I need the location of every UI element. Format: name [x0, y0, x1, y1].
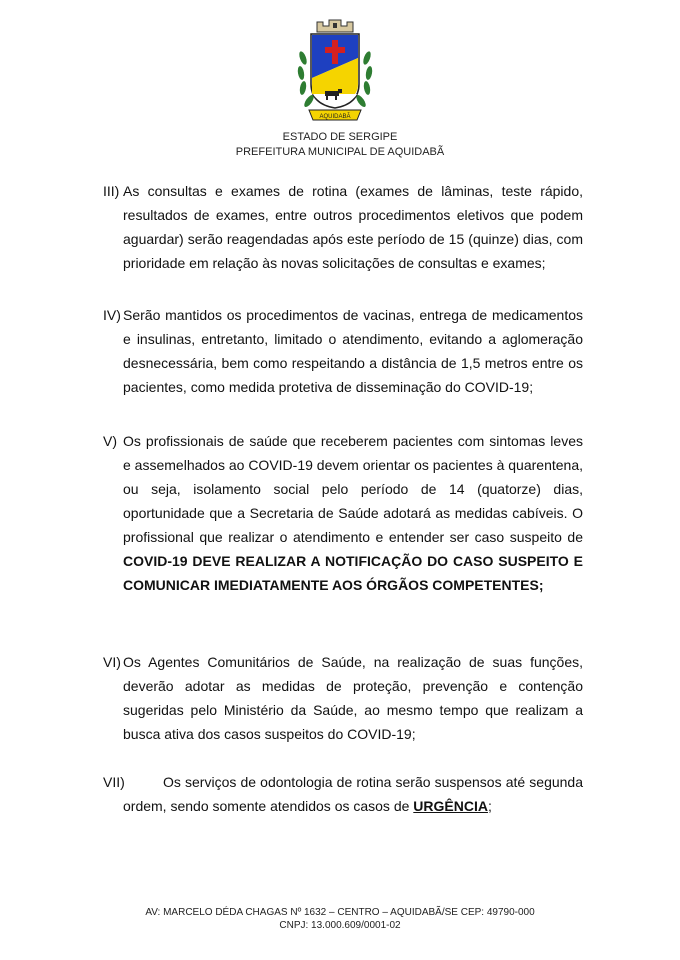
item-text: As consultas e exames de rotina (exames de lâminas, teste rápido, resultados de exames, entre outros procedimentos eletivos que podem aguardar) serão reagendadas após este período de 15 (quinze) dias, com prioridade em relação às novas solicitações de consultas e exames;: [123, 183, 583, 271]
item-text: Os Agentes Comunitários de Saúde, na realização de suas funções, deverão adotar as medidas de proteção, prevenção e contenção sugeridas pelo Ministério da Saúde, ao mesmo tempo que realizam a busca ativa dos casos suspeitos do COVID-19;: [123, 654, 583, 742]
footer-address: AV: MARCELO DÉDA CHAGAS Nº 1632 – CENTRO – AQUIDABÃ/SE CEP: 49790-000: [145, 907, 535, 918]
city-hall-name: PREFEITURA MUNICIPAL DE AQUIDABÃ: [235, 146, 445, 158]
item-text-urgent: URGÊNCIA: [413, 798, 488, 814]
letterhead: [0, 130, 680, 160]
list-item: [103, 429, 583, 597]
footer-cnpj: CNPJ: 13.000.609/0001-02: [279, 920, 401, 931]
item-number: V): [103, 433, 117, 449]
item-text-bold: COVID-19 DEVE REALIZAR A NOTIFICAÇÃO DO CASO SUSPEITO E COMUNICAR IMEDIATAMENTE AOS ÓRGÃOS COMPETENTES;: [123, 553, 583, 593]
list-item: [103, 650, 583, 746]
item-number: III): [103, 183, 120, 199]
list-item: [103, 179, 583, 275]
item-text: [103, 770, 583, 818]
municipal-crest-logo: [295, 18, 375, 128]
item-number: VI): [103, 654, 121, 670]
state-name: ESTADO DE SERGIPE: [282, 131, 398, 143]
crest-motto: AQUIDABÃ: [319, 114, 351, 120]
item-text-end: ;: [487, 798, 492, 814]
item-text: [103, 429, 583, 597]
item-text-regular: Os serviços de odontologia de rotina serão suspensos até segunda ordem, sendo somente atendidos os casos de: [123, 774, 583, 814]
list-item: [103, 770, 583, 818]
item-number: IV): [103, 307, 121, 323]
page-footer: [0, 906, 680, 932]
item-text-regular: Os profissionais de saúde que receberem pacientes com sintomas leves e assemelhados ao COVID-19 devem orientar os pacientes à quarentena, ou seja, isolamento social pelo período de 14 (quatorze) dias, oportunidade que a Secretaria de Saúde adotará as medidas cabíveis. O profissional que realizar o atendimento e entender ser caso suspeito de: [123, 433, 583, 545]
item-number: VII): [103, 774, 125, 790]
item-text: Serão mantidos os procedimentos de vacinas, entrega de medicamentos e insulinas, entretanto, limitado o atendimento, evitando a aglomeração desnecessária, bem como respeitando a distância de 1,5 metros entre os pacientes, como medida protetiva de disseminação do COVID-19;: [123, 307, 583, 395]
list-item: [103, 303, 583, 399]
